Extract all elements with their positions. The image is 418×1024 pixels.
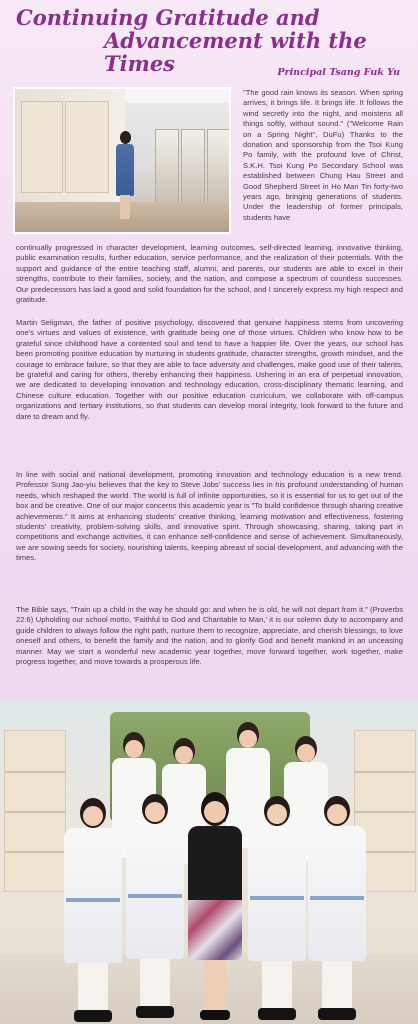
photo-display-board	[65, 101, 109, 193]
teacher-figure	[186, 792, 244, 1024]
principal-figure	[115, 131, 135, 219]
student-girl	[124, 794, 186, 1024]
paragraph-positive-education: Martin Seligman, the father of positive psychology, discovered that genuine happiness stems from uncovering one's virtues and values of existence, with gratitude being one of those virtues. Children who know how to be grateful since childhood have a contented soul and tend to have a happier life. Over the years, our school has been promoting positive education by nurturing in students gratitude, character strengths, growth mindset, and the courage to embrace failure, so that they are able to face adversity and challenges, make good use of their talents, be grateful and caring for others, thereby enhancing their happiness. Ushering in an era of perpetual innovation, we are dedicated to developing innovation and technology education, cross-disciplinary thematic learning, and Chinese culture education. Together with our positive education curriculum, we collaborate with off-campus organizations and tertiary institutions, so that students can develop moral integrity, look forward to the future and dare to dream and fly.	[16, 318, 403, 421]
intro-paragraph-continued: continually progressed in character development, learning outcomes, self-directed learning, innovative thinking, public examination results, further education, service performance, and the realization of their potentials. With the support and guidance of the entire teaching staff, alumni, and parents, our students are able to excel in their strengths, contribute to their families, society, and the nation, and compose a spectrum of countless successes. Our predecessors has laid a good and solid foundation for the school, and I sincerely express my high respect and gratitude.	[16, 243, 403, 305]
title-line-1: Continuing Gratitude and	[16, 5, 320, 30]
principal-photo	[13, 87, 231, 234]
photo-display-board	[21, 101, 63, 193]
paragraph-bible: The Bible says, "Train up a child in the way he should go: and when he is old, he will not depart from it." (Proverbs 22:6) Upholding our school motto, 'Faithful to God and Charitable to Man,' it is our solemn duty to accompany and guide children to always follow the right path, nurture them to recognize, appreciate, and cherish blessings, to love oneself and others, to benefit the family and the nation, and to glorify God and benefit mankind in an unceasing manner. May we start a wonderful new academic year together, move forward together, work together, make progress together, and move towards a prosperous life.	[16, 605, 403, 667]
page-title	[16, 6, 406, 75]
photo-shelf	[4, 730, 66, 892]
group-photo	[0, 700, 418, 1024]
paragraph-innovation: In line with social and national development, promoting innovation and technology education is a new trend. Professor Sung Jao-yiu believes that the key to Steve Jobs' success lies in his profound understanding of human needs, which reshaped the world. The world is full of infinite opportunities, so it is essential for us to get out of the box and be creative. One of our major concerns this academic year is "To build confidence through sharing creative achievements." It aims at enhancing students' creative thinking, learning motivation and effectiveness, fostering students' creativity, problem-solving skills, and innovative spirit. Through showcasing, sharing, taking part in competitions and exchange activities, it can enhance self-confidence and sense of achievement. Simultaneously, we are sowing seeds for society, nourishing talents, keeping abreast of social development, and advancing with the times.	[16, 470, 403, 563]
title-line-2: Advancement with the Times	[104, 28, 367, 76]
principal-signature: Principal Tsang Fuk Yu	[277, 67, 400, 78]
student-girl	[246, 796, 308, 1024]
student-girl	[306, 796, 368, 1024]
photo-display-cabinet	[207, 129, 231, 206]
photo-display-cabinet	[155, 129, 179, 206]
photo-display-cabinet	[181, 129, 205, 206]
intro-paragraph: "The good rain knows its season. When spring arrives, it brings life. It brings life. It follows the wind secretly into the night, and moistens all things softly, without sound." ("Welcome Rain on a Spring Night", DuFu) Thanks to the donation and sponsorship from the Tsoi Kung Po family, with the profound love of Christ, S.K.H. Tsoi Kung Po Secondary School was established between Chung Hau Street and Good Shepherd Street in Ho Man Tin forty-two years ago, bringing generations of students. Under the leadership of former principals, students have	[243, 88, 403, 222]
student-girl	[62, 798, 124, 1024]
